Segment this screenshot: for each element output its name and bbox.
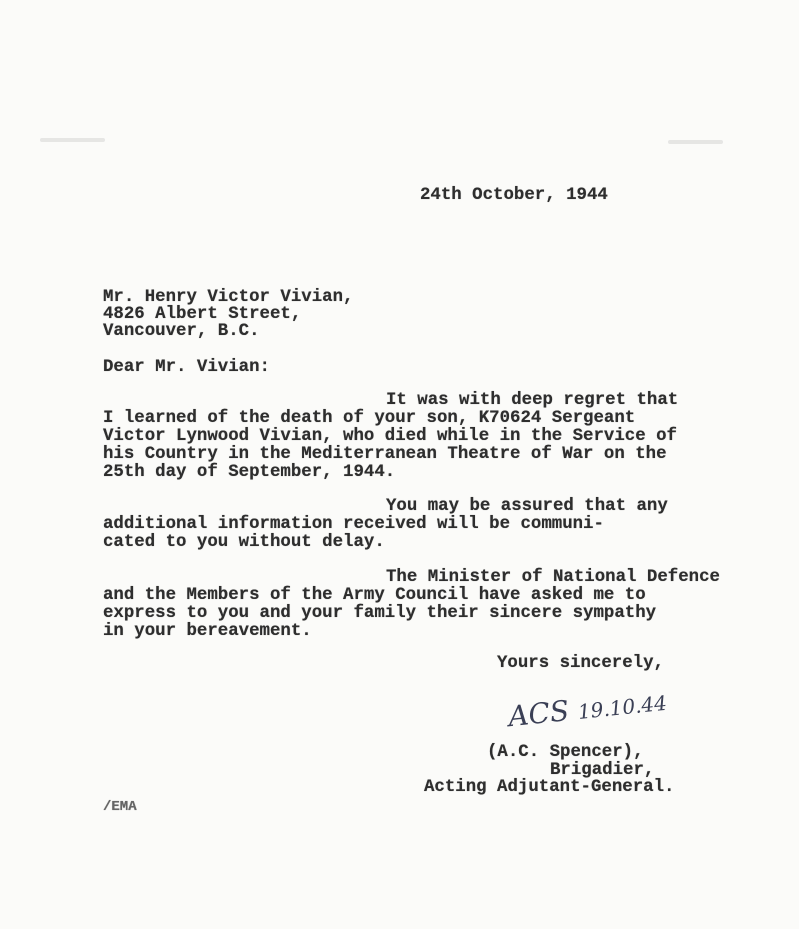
body-line: additional information received will be communi- bbox=[103, 515, 604, 534]
body-line: It was with deep regret that bbox=[386, 391, 679, 410]
body-line: his Country in the Mediterranean Theatre of War on the bbox=[103, 445, 667, 464]
recipient-name: Mr. Henry Victor Vivian, bbox=[103, 288, 354, 307]
body-line: express to you and your family their sincere sympathy bbox=[103, 604, 657, 623]
body-line: Victor Lynwood Vivian, who died while in the Service of bbox=[103, 427, 677, 446]
body-line: and the Members of the Army Council have asked me to bbox=[103, 586, 646, 605]
reference-initials: /EMA bbox=[103, 799, 137, 815]
letter-date: 24th October, 1944 bbox=[420, 186, 608, 205]
signer-title: Acting Adjutant-General. bbox=[424, 778, 675, 797]
handwritten-signature: ACS 19.10.44 bbox=[506, 690, 668, 734]
signer-name: (A.C. Spencer), bbox=[487, 743, 644, 762]
closing: Yours sincerely, bbox=[497, 654, 664, 673]
body-line: 25th day of September, 1944. bbox=[103, 463, 396, 482]
body-line: You may be assured that any bbox=[386, 497, 668, 516]
body-line: cated to you without delay. bbox=[103, 533, 385, 552]
recipient-city: Vancouver, B.C. bbox=[103, 322, 260, 341]
body-line: in your bereavement. bbox=[103, 622, 312, 641]
signer-rank: Brigadier, bbox=[550, 761, 655, 780]
recipient-street: 4826 Albert Street, bbox=[103, 305, 302, 324]
body-line: I learned of the death of your son, K70624 Sergeant bbox=[103, 409, 636, 428]
body-line: The Minister of National Defence bbox=[386, 568, 720, 587]
paper-mark bbox=[40, 138, 105, 142]
paper-mark bbox=[668, 140, 723, 144]
salutation: Dear Mr. Vivian: bbox=[103, 358, 270, 377]
